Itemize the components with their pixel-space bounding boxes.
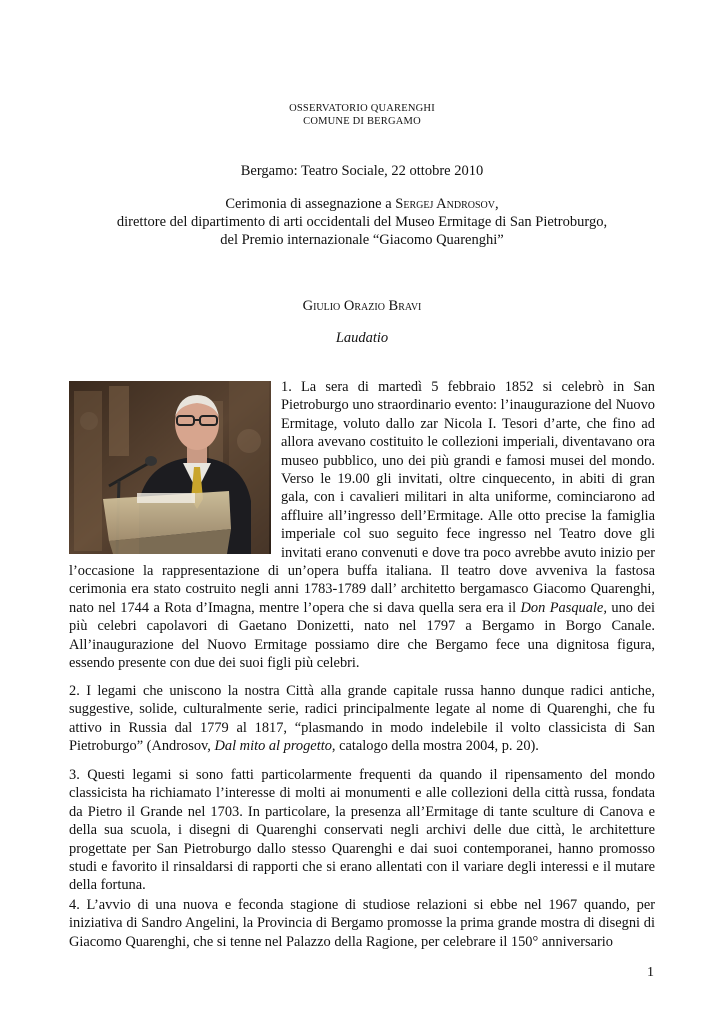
paragraph-1-italic: Don Pasquale,: [520, 599, 607, 616]
paragraph-4: 4. L’avvio di una nuova e feconda stagione di studiose relazioni si ebbe nel 1967 quando, per iniziativa di Sandro Angelini, la Provincia di Bergamo promosse la prima grande mostra di disegni di Giacomo Quarenghi, che si tenne nel Palazzo della Ragione, per celebrare il 150° anniversario: [69, 897, 655, 950]
paragraph-3: 3. Questi legami si sono fatti particolarmente frequenti da quando il ripensamento del mondo classicista ha richiamato l’interesse di molti ai monumenti e alle collezioni della città russa, fondata da Pietro il Grande nel 1703. In particolare, la presenza all’Ermitage di tante sculture di Canova e della sua scuola, i disegni di Quarenghi conservati negli archivi delle due città, le architetture progettate per San Pietroburgo dallo stesso Quarenghi e dai suoi contemporanei, hanno promosso studi e favorito il rinsaldarsi di rapporti che si erano allentati con il variare degli interessi e il mutare della fortuna.: [69, 767, 655, 894]
page-number: 1: [647, 965, 654, 980]
paragraph-2: [69, 682, 655, 756]
paragraph-1-text-a: 1. La sera di martedì 5 febbraio 1852 si celebrò in San Pietroburgo uno straordinario evento: l’inaugurazione del Nuovo Ermitage, voluto dallo zar Nicola I. Tesori d’arte, che fino ad allora avevano costituito le collezioni imperiali, diventavano ora museo pubblico, uno dei più grandi e famosi musei del mondo. Verso le 19.00 gli invitati, oltre cinquecento, in abiti di gran gala, con i cavalieri militari in alta uniforme, cominciarono ad affluire all’ingresso dell’Ermitage. Alle otto precise la famiglia imperiale col suo seguito fece ingresso nel Teatro dove gli invitati erano convenuti e dove tra poco avrebbe avuto inizio per l’occasione la rappresentazione di un’opera buffa italiana. Il teatro dove avveniva la fastosa cerimonia era stato costruito negli anni 1783-1789 dall’ architetto bergamasco Giacomo Quarenghi, nato nel 1744 a Rota d’Imagna, mentre l’opera che si dava quella sera era il: [69, 379, 655, 616]
paragraph-2-text-a: 2. I legami che uniscono la nostra Città alla grande capitale russa hanno dunque radici antiche, suggestive, solide, culturalmente serie, radici principalmente legate al nome di Quarenghi, che fu attivo in Russia dal 1779 al 1817, “plasmando in modo indelebile il volto classicista di San Pietroburgo” (Androsov,: [69, 683, 655, 755]
paragraph-2-text-b: , catalogo della mostra 2004, p. 20).: [331, 738, 539, 755]
organization-line-1: OSSERVATORIO QUARENGHI: [289, 103, 435, 114]
ceremony-suffix: ,: [495, 196, 499, 212]
ceremony-prefix: Cerimonia di assegnazione a: [225, 196, 396, 212]
organization-line-2: COMUNE DI BERGAMO: [303, 116, 421, 127]
paragraph-2-italic: Dal mito al progetto: [214, 738, 332, 755]
ceremony-line-2: direttore del dipartimento di arti occidentali del Museo Ermitage di San Pietroburgo,: [116, 214, 608, 230]
laudatio-heading: Laudatio: [335, 330, 389, 346]
honoree-name: Sergej Androsov: [395, 196, 495, 212]
paragraph-1: [69, 378, 655, 673]
ceremony-line-3: del Premio internazionale “Giacomo Quarenghi”: [220, 232, 504, 248]
paragraph-1-text-b: uno dei più celebri capolavori di Gaetano Donizetti, nato nel 1797 a Bergamo in Borgo Canale. All’inaugurazione del Nuovo Ermitage possiamo dire che Bergamo fece una dignitosa figura, essendo presente con due dei suoi figli più celebri.: [69, 599, 655, 672]
event-place-date: Bergamo: Teatro Sociale, 22 ottobre 2010: [240, 163, 484, 179]
ceremony-line-1: [0, 195, 724, 214]
author-name: Giulio Orazio Bravi: [302, 298, 422, 314]
